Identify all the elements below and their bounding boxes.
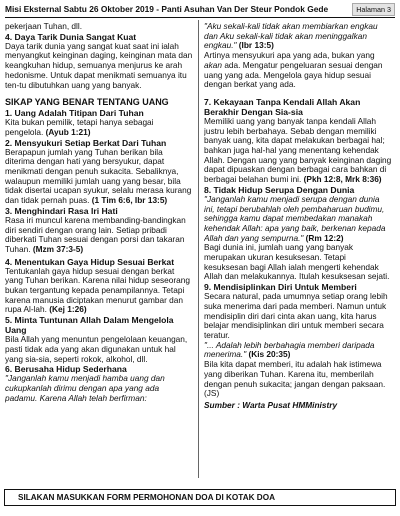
point-8-quote: "Janganlah kamu menjadi serupa dengan dunia ini, tetapi berubahlah oleh pembaharuan budimu, sehingga kamu dapat membedakan manakah kehendak Allah: apa yang baik, berkenan kepada Allah dan yang sempurna." (Rm 12:2)	[204, 193, 386, 243]
point-9-title: 9. Mendisiplinkan Diri Untuk Memberi	[204, 282, 357, 293]
intro-text: pekerjaan Tuhan, dll.	[5, 22, 83, 31]
section-4-body: Daya tarik dunia yang sangat kuat saat ini ialah menyangkut keinginan daging, keinginan mata dan keangkuhan hidup, semuanya menjurus ke arah hedonisme. Untuk dapat menikmati semuanya itu ten-tu dibutuhkan uang yang banyak.	[5, 40, 193, 90]
right-column	[204, 22, 392, 474]
point-3-title: 3. Menghindari Rasa Iri Hati	[5, 205, 118, 216]
point-7-title: 7. Kekayaan Tanpa Kendali Allah Akan Berakhir Dengan Sia-sia	[204, 96, 361, 117]
point-5-title: 5. Minta Tuntunan Allah Dalam Mengelola Uang	[5, 315, 174, 336]
point-8-title: 8. Tidak Hidup Serupa Dengan Dunia	[204, 184, 355, 195]
page-number: Halaman 3	[352, 3, 395, 16]
source-credit: Sumber : Warta Pusat HMMinistry	[204, 399, 338, 410]
footer-notice-text: SILAKAN MASUKKAN FORM PERMOHONAN DOA DI KOTAK DOA	[18, 493, 275, 502]
point-4-body: Tentukanlah gaya hidup sesuai dengan berkat yang Tuhan berikan. Karena nilai hidup seseorang bukan tergantung kepada penampilannya. Tetapi karena manusia diciptakan menurut gambar dan rupa Al-lah. (Kej 1:26)	[5, 265, 190, 315]
point-4-title: 4. Menentukan Gaya Hidup Sesuai Berkat	[5, 256, 175, 267]
point-6-quote: "Janganlah kamu menjadi hamba uang dan cukupkanlah dirimu dengan apa yang ada padamu. Karena Allah telah berfirman:	[5, 373, 165, 403]
point-6-title: 6. Berusaha Hidup Sederhana	[5, 364, 127, 375]
point-7-body: Memiliki uang yang banyak tanpa kendali Allah justru lebih berbahaya. Sebab dengan memiliki banyak uang, kita dapat melakukan berbagai hal; bahkan juga hal-hal yang menentang kehendak Allah. Dengan uang yang banyak keinginan daging dapat dipuaskan dengan berbagai cara bahkan di berbagai belahan bumi ini. (Pkh 12:8, Mrk 8:36)	[204, 115, 392, 185]
header-title: Misi Eksternal Sabtu 26 Oktober 2019 - Panti Asuhan Van Der Steur Pondok Gede	[5, 4, 329, 14]
quote-continuation: "Aku sekali-kali tidak akan membiarkan engkau dan Aku sekali-kali tidak akan meninggalkan engkau." (Ibr 13:5)	[204, 22, 378, 51]
point-6-explanation: Artinya mensyukuri apa yang ada, bukan yang akan ada. Mengatur pengeluaran sesuai dengan uang yang ada. Mengelola gaya hidup sesuai dengan berkat yang ada.	[204, 50, 383, 90]
footer-notice-box	[4, 489, 396, 506]
point-1-body: Kita bukan pemilik, tetapi hanya sebagai pengelola. (Ayub 1:21)	[5, 117, 154, 137]
point-9-quote: "... Adalah lebih berbahagia memberi daripada menerima." (Kis 20:35)	[204, 339, 375, 360]
column-divider	[198, 20, 199, 478]
point-2-body: Berapapun jumlah yang Tuhan berikan bila diterima dengan hati yang bersyukur, dapat menikmati dengan penuh sukacita. Sebaliknya, walaupun memiliki jumlah uang yang besar, bila tidak disertai ucapan syukur, selalu merasa kurang dan tidak pernah puas. (1 Tim 6:6, Ibr 13:5)	[5, 146, 192, 206]
page-header	[5, 3, 395, 18]
point-2-title: 2. Mensyukuri Setiap Berkat Dari Tuhan	[5, 137, 167, 148]
main-section-title: SIKAP YANG BENAR TENTANG UANG	[5, 97, 169, 108]
point-8-body: Bagi dunia ini, jumlah uang yang banyak merupakan ukuran kesuksesan. Tetapi kesuksesan bagi Allah ialah mengerti kehendak Allah dan melakukannya. Itulah kesuksesan sejati.	[204, 242, 390, 282]
point-1-title: 1. Uang Adalah Titipan Dari Tuhan	[5, 108, 144, 119]
point-5-body: Bila Allah yang menuntun pengelolaan keuangan, pasti tidak ada yang akan digunakan untuk hal yang sia-sia, seperti rokok, alkohol, dll.	[5, 334, 188, 364]
section-4-title: 4. Daya Tarik Dunia Sangat Kuat	[5, 31, 137, 42]
point-3-body: Rasa iri muncul karena membanding-bandingkan diri sendiri dengan orang lain. Setiap pribadi diberkati Tuhan sesuai dengan porsi dan takaran Tuhan. (Mzm 37:3-5)	[5, 214, 186, 254]
left-column	[5, 22, 193, 474]
point-9-body-2: Bila kita dapat memberi, itu adalah hak istimewa yang diberikan Tuhan. Karena itu, memberilah dengan penuh sukacita; jangan dengan paksaan. (JS)	[204, 359, 386, 399]
point-9-body: Secara natural, pada umumnya setiap orang lebih suka menerima dari pada memberi. Namun untuk mendisiplin diri dari cinta akan uang, kita harus belajar mendisiplinkan diri untuk memberi secara teratur.	[204, 291, 388, 340]
